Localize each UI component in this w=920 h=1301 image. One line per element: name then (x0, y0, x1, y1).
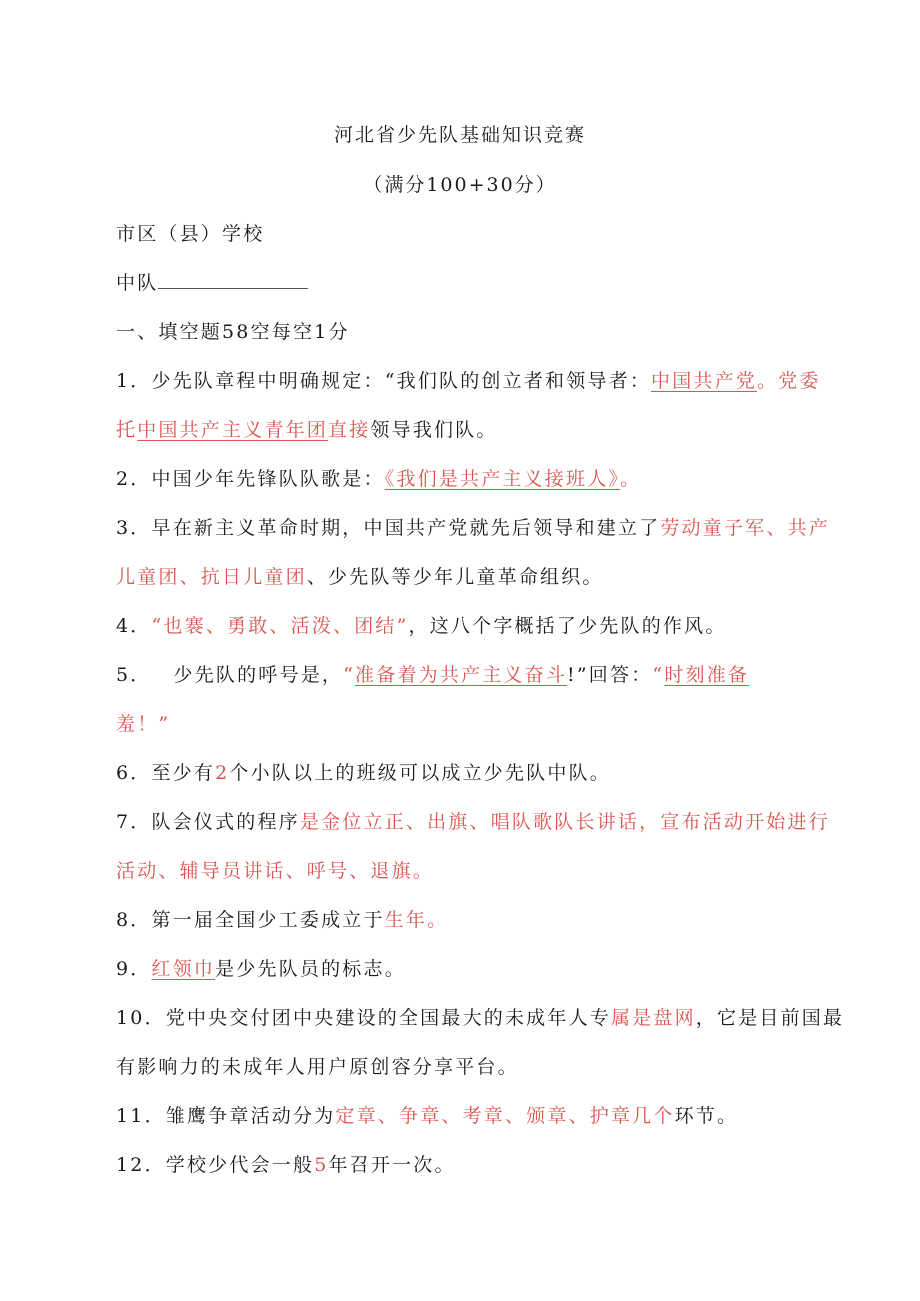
answer: 直接 (328, 419, 371, 441)
question-text: 年召开一次。 (328, 1154, 456, 1176)
question-7-line-1 (116, 807, 830, 834)
answer: 托 (116, 419, 138, 441)
answer: 定章、争章、考章、颁章、护章几个 (335, 1105, 675, 1127)
section-heading: 一、填空题58空每空1分 (116, 321, 350, 343)
question-4 (116, 611, 727, 638)
question-text: 党中央交付团中央建设的全国最大的未成年人专 (165, 1007, 611, 1029)
answer: 儿童团、抗日儿童团 (116, 566, 307, 588)
question-number: 6． (116, 762, 152, 784)
answer: 活动、辅导员讲话、呼号、退旗。 (116, 860, 435, 882)
question-2 (116, 464, 641, 491)
question-12 (116, 1150, 456, 1177)
answer: 属是盘网 (610, 1007, 696, 1029)
question-5-line-1 (116, 660, 749, 687)
question-text: 第一届全国少工委成立于 (151, 909, 385, 931)
question-text: 、少先队等少年儿童革命组织。 (306, 566, 604, 588)
question-text: 队会仪式的程序 (151, 811, 300, 833)
answer: 时刻准备 (664, 664, 750, 686)
question-number: 9． (116, 958, 152, 980)
document-title: 河北省少先队基础知识竞赛 (333, 124, 586, 146)
question-3-line-1 (116, 513, 830, 540)
question-text: 早在新主义革命时期，中国共产党就先后领导和建立了 (151, 517, 661, 539)
answer: 是金位立正、出旗、唱队歌队长讲话，宣布活动开始进行 (299, 811, 830, 833)
answer: “也褰、勇敢、活泼、团结” (151, 615, 409, 637)
question-6 (116, 758, 611, 785)
question-text: 环节。 (674, 1105, 739, 1127)
question-5-line-2 (116, 709, 170, 736)
answer: 劳动童子军、共产 (660, 517, 830, 539)
answer: 2 (215, 762, 230, 784)
answer-punct: 。党委 (757, 370, 821, 392)
question-number: 8． (116, 909, 152, 931)
question-number: 11． (116, 1105, 166, 1127)
question-1-line-2 (116, 415, 498, 442)
question-9 (116, 954, 406, 981)
question-number: 10． (116, 1007, 166, 1029)
question-text: 中国少年先锋队队歌是： (151, 468, 385, 490)
question-10-line-2 (116, 1052, 519, 1079)
district-school-field: 市区（县）学校 (116, 223, 265, 245)
document-subtitle: （满分100+30分） (363, 174, 557, 196)
question-8 (116, 905, 448, 932)
question-text: 至少有 (151, 762, 216, 784)
squad-field (116, 268, 308, 295)
question-1-line-1 (116, 366, 821, 393)
question-text: 少先队章程中明确规定：“我们队的创立者和领导者： (151, 370, 652, 392)
question-10-line-1 (116, 1003, 844, 1030)
question-text: 少先队的呼号是， (173, 664, 344, 686)
answer: 《我们是共产主义接班人》 (384, 468, 621, 490)
squad-label: 中队 (116, 272, 159, 294)
answer: 中国共产党 (651, 370, 758, 392)
answer: 生年。 (384, 909, 449, 931)
question-number: 5． (116, 664, 152, 686)
question-3-line-2 (116, 562, 604, 589)
question-number: 1． (116, 370, 152, 392)
question-7-line-2 (116, 856, 434, 883)
question-number: 4． (116, 615, 152, 637)
answer: 准备着为共产主义奋斗 (355, 664, 568, 686)
question-number: 7． (116, 811, 152, 833)
question-text: ，这八个字概括了少先队的作风。 (408, 615, 727, 637)
question-11 (116, 1101, 738, 1128)
answer: 羞！” (116, 713, 171, 735)
answer: 中国共产主义青年团 (137, 419, 329, 441)
question-text: 领导我们队。 (370, 419, 498, 441)
question-text: !”回答： (567, 664, 653, 686)
question-number: 2． (116, 468, 152, 490)
question-text: 雏鹰争章活动分为 (165, 1105, 336, 1127)
question-text: 是少先队员的标志。 (215, 958, 406, 980)
squad-blank (158, 272, 308, 289)
question-text: ，它是目前国最 (695, 1007, 845, 1029)
answer-punct: 。 (620, 468, 642, 490)
answer: 红领巾 (151, 958, 216, 980)
answer-punct: “ (652, 664, 665, 686)
question-text: 有影响力的未成年人用户原创容分享平台。 (116, 1056, 519, 1078)
answer-punct: “ (343, 664, 356, 686)
question-number: 12． (116, 1154, 166, 1176)
question-text: 学校少代会一般 (165, 1154, 315, 1176)
question-text: 个小队以上的班级可以成立少先队中队。 (229, 762, 612, 784)
question-number: 3． (116, 517, 152, 539)
answer: 5 (314, 1154, 329, 1176)
